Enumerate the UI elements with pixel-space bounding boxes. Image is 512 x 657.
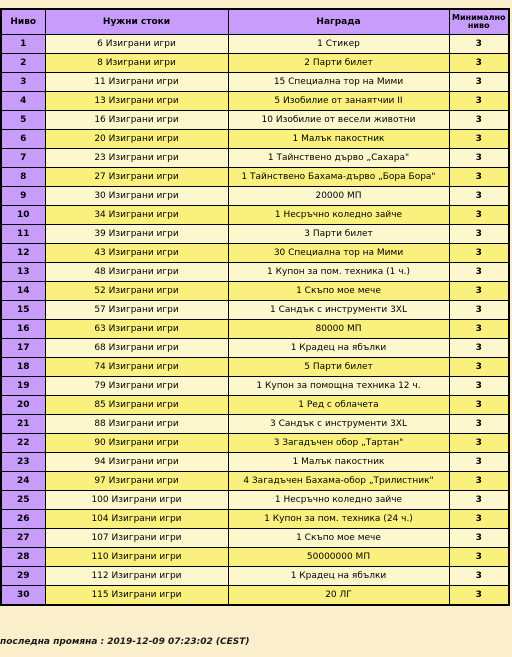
min-level-cell: 3 (449, 472, 509, 491)
min-level-cell: 3 (449, 491, 509, 510)
needed-cell: 94 Изиграни игри (45, 453, 228, 472)
table-row (1, 453, 509, 472)
needed-cell: 57 Изиграни игри (45, 301, 228, 320)
reward-cell: 3 Парти билет (228, 225, 449, 244)
level-cell: 1 (1, 35, 45, 54)
table-row (1, 377, 509, 396)
reward-cell: 5 Парти билет (228, 358, 449, 377)
level-cell: 5 (1, 111, 45, 130)
level-cell: 29 (1, 567, 45, 586)
needed-cell: 100 Изиграни игри (45, 491, 228, 510)
min-level-cell: 3 (449, 358, 509, 377)
level-cell: 8 (1, 168, 45, 187)
min-level-cell: 3 (449, 529, 509, 548)
header-reward: Награда (228, 9, 449, 35)
level-cell: 26 (1, 510, 45, 529)
needed-cell: 112 Изиграни игри (45, 567, 228, 586)
table-row (1, 92, 509, 111)
header-level: Ниво (1, 9, 45, 35)
level-cell: 25 (1, 491, 45, 510)
needed-cell: 20 Изиграни игри (45, 130, 228, 149)
min-level-cell: 3 (449, 434, 509, 453)
table-row (1, 548, 509, 567)
level-cell: 20 (1, 396, 45, 415)
table-row (1, 396, 509, 415)
level-cell: 2 (1, 54, 45, 73)
min-level-cell: 3 (449, 206, 509, 225)
min-level-cell: 3 (449, 415, 509, 434)
reward-cell: 50000000 МП (228, 548, 449, 567)
level-cell: 28 (1, 548, 45, 567)
reward-cell: 1 Тайнствено Бахама-дърво „Бора Бора" (228, 168, 449, 187)
header-min-level: Минимално ниво (449, 9, 509, 35)
needed-cell: 27 Изиграни игри (45, 168, 228, 187)
min-level-cell: 3 (449, 244, 509, 263)
needed-cell: 39 Изиграни игри (45, 225, 228, 244)
table-row (1, 130, 509, 149)
reward-cell: 2 Парти билет (228, 54, 449, 73)
needed-cell: 8 Изиграни игри (45, 54, 228, 73)
table-row (1, 301, 509, 320)
min-level-cell: 3 (449, 54, 509, 73)
level-cell: 30 (1, 586, 45, 606)
min-level-cell: 3 (449, 282, 509, 301)
table-row (1, 415, 509, 434)
level-cell: 19 (1, 377, 45, 396)
min-level-cell: 3 (449, 111, 509, 130)
reward-cell: 1 Несръчно коледно зайче (228, 491, 449, 510)
table-body (1, 35, 509, 606)
reward-cell: 1 Купон за пом. техника (1 ч.) (228, 263, 449, 282)
needed-cell: 48 Изиграни игри (45, 263, 228, 282)
level-cell: 13 (1, 263, 45, 282)
min-level-cell: 3 (449, 225, 509, 244)
min-level-cell: 3 (449, 263, 509, 282)
needed-cell: 68 Изиграни игри (45, 339, 228, 358)
reward-cell: 1 Стикер (228, 35, 449, 54)
needed-cell: 88 Изиграни игри (45, 415, 228, 434)
needed-cell: 107 Изиграни игри (45, 529, 228, 548)
table-row (1, 263, 509, 282)
reward-cell: 3 Сандък с инструменти 3XL (228, 415, 449, 434)
reward-cell: 3 Загадъчен обор „Тартан" (228, 434, 449, 453)
table-row (1, 244, 509, 263)
min-level-cell: 3 (449, 567, 509, 586)
table-row (1, 225, 509, 244)
min-level-cell: 3 (449, 320, 509, 339)
level-cell: 14 (1, 282, 45, 301)
table-row (1, 472, 509, 491)
levels-table (0, 8, 510, 606)
reward-cell: 1 Ред с облачета (228, 396, 449, 415)
table-row (1, 54, 509, 73)
table-row (1, 434, 509, 453)
reward-cell: 1 Крадец на ябълки (228, 567, 449, 586)
reward-cell: 20000 МП (228, 187, 449, 206)
min-level-cell: 3 (449, 339, 509, 358)
table-row (1, 510, 509, 529)
level-cell: 7 (1, 149, 45, 168)
min-level-cell: 3 (449, 35, 509, 54)
level-cell: 24 (1, 472, 45, 491)
min-level-cell: 3 (449, 187, 509, 206)
reward-cell: 20 ЛГ (228, 586, 449, 606)
table-row (1, 320, 509, 339)
table-row (1, 358, 509, 377)
min-level-cell: 3 (449, 73, 509, 92)
table-row (1, 491, 509, 510)
table-header-row (1, 9, 509, 35)
table-row (1, 35, 509, 54)
min-level-cell: 3 (449, 396, 509, 415)
table-row (1, 529, 509, 548)
needed-cell: 30 Изиграни игри (45, 187, 228, 206)
min-level-cell: 3 (449, 586, 509, 606)
reward-cell: 1 Скъпо мое мече (228, 282, 449, 301)
reward-cell: 5 Изобилие от занаятчии II (228, 92, 449, 111)
needed-cell: 6 Изиграни игри (45, 35, 228, 54)
min-level-cell: 3 (449, 149, 509, 168)
needed-cell: 85 Изиграни игри (45, 396, 228, 415)
needed-cell: 34 Изиграни игри (45, 206, 228, 225)
needed-cell: 115 Изиграни игри (45, 586, 228, 606)
reward-cell: 1 Купон за пом. техника (24 ч.) (228, 510, 449, 529)
needed-cell: 63 Изиграни игри (45, 320, 228, 339)
last-modified: последна промяна : 2019-12-09 07:23:02 (CEST) (0, 637, 250, 647)
level-cell: 12 (1, 244, 45, 263)
needed-cell: 74 Изиграни игри (45, 358, 228, 377)
level-cell: 22 (1, 434, 45, 453)
needed-cell: 43 Изиграни игри (45, 244, 228, 263)
level-cell: 21 (1, 415, 45, 434)
table-row (1, 339, 509, 358)
needed-cell: 97 Изиграни игри (45, 472, 228, 491)
min-level-cell: 3 (449, 168, 509, 187)
needed-cell: 104 Изиграни игри (45, 510, 228, 529)
min-level-cell: 3 (449, 130, 509, 149)
needed-cell: 79 Изиграни игри (45, 377, 228, 396)
header-needed: Нужни стоки (45, 9, 228, 35)
min-level-cell: 3 (449, 548, 509, 567)
level-cell: 4 (1, 92, 45, 111)
min-level-cell: 3 (449, 301, 509, 320)
table-row (1, 111, 509, 130)
min-level-cell: 3 (449, 92, 509, 111)
table-row (1, 567, 509, 586)
needed-cell: 16 Изиграни игри (45, 111, 228, 130)
table-row (1, 73, 509, 92)
needed-cell: 13 Изиграни игри (45, 92, 228, 111)
needed-cell: 90 Изиграни игри (45, 434, 228, 453)
reward-cell: 15 Специална тор на Мими (228, 73, 449, 92)
level-cell: 3 (1, 73, 45, 92)
level-cell: 16 (1, 320, 45, 339)
level-cell: 11 (1, 225, 45, 244)
table-row (1, 282, 509, 301)
level-cell: 27 (1, 529, 45, 548)
needed-cell: 52 Изиграни игри (45, 282, 228, 301)
min-level-cell: 3 (449, 453, 509, 472)
table-row (1, 149, 509, 168)
reward-cell: 1 Скъпо мое мече (228, 529, 449, 548)
min-level-cell: 3 (449, 377, 509, 396)
reward-cell: 1 Несръчно коледно зайче (228, 206, 449, 225)
needed-cell: 11 Изиграни игри (45, 73, 228, 92)
level-cell: 9 (1, 187, 45, 206)
table-row (1, 187, 509, 206)
table-row (1, 168, 509, 187)
reward-cell: 4 Загадъчен Бахама-обор „Трилистник" (228, 472, 449, 491)
needed-cell: 110 Изиграни игри (45, 548, 228, 567)
table-row (1, 206, 509, 225)
min-level-cell: 3 (449, 510, 509, 529)
reward-cell: 30 Специална тор на Мими (228, 244, 449, 263)
reward-cell: 1 Малък пакостник (228, 130, 449, 149)
level-cell: 15 (1, 301, 45, 320)
needed-cell: 23 Изиграни игри (45, 149, 228, 168)
level-cell: 23 (1, 453, 45, 472)
reward-cell: 1 Купон за помощна техника 12 ч. (228, 377, 449, 396)
reward-cell: 80000 МП (228, 320, 449, 339)
reward-cell: 1 Сандък с инструменти 3XL (228, 301, 449, 320)
level-cell: 10 (1, 206, 45, 225)
level-cell: 17 (1, 339, 45, 358)
reward-cell: 10 Изобилие от весели животни (228, 111, 449, 130)
reward-cell: 1 Малък пакостник (228, 453, 449, 472)
level-cell: 6 (1, 130, 45, 149)
table-row (1, 586, 509, 606)
level-cell: 18 (1, 358, 45, 377)
reward-cell: 1 Крадец на ябълки (228, 339, 449, 358)
reward-cell: 1 Тайнствено дърво „Сахара" (228, 149, 449, 168)
